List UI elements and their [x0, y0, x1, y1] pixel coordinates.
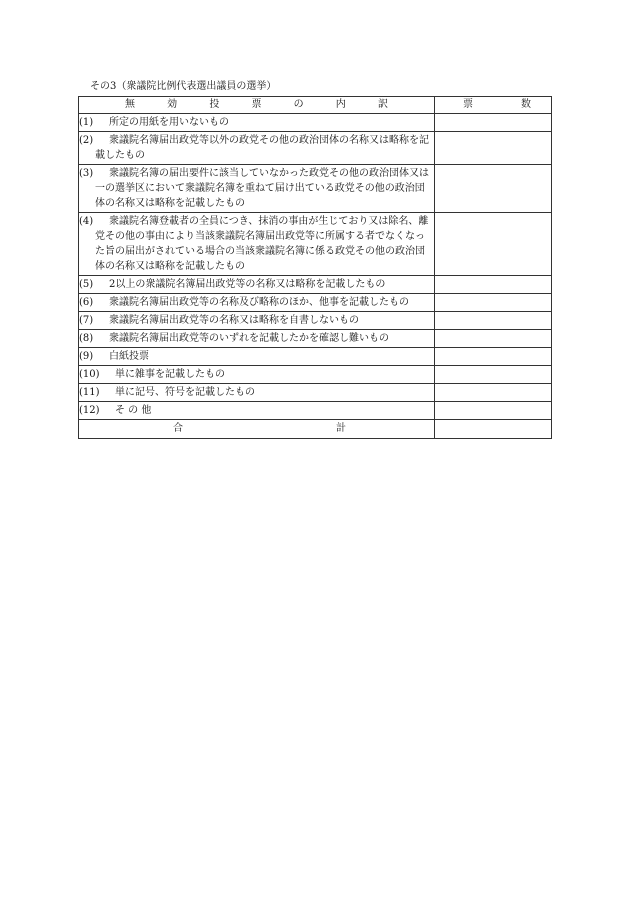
row-description	[79, 384, 435, 402]
row-text: 2以上の衆議院名簿届出政党等の名称又は略称を記載したもの	[109, 279, 386, 290]
row-text: 衆議院名簿届出政党等以外の政党その他の政治団体の名称又は略称を記載したもの	[95, 135, 429, 161]
row-number: (2)	[79, 135, 94, 146]
row-text: 衆議院名簿届出政党等の名称又は略称を自書しないもの	[109, 315, 359, 326]
table-row	[79, 384, 552, 402]
row-description	[79, 213, 435, 276]
votes-cell[interactable]	[435, 312, 552, 330]
votes-cell[interactable]	[435, 114, 552, 132]
header-char: 数	[521, 99, 531, 110]
header-char: 効	[167, 99, 178, 110]
header-char: 訳	[377, 99, 388, 110]
table-row	[79, 366, 552, 384]
votes-cell[interactable]	[435, 348, 552, 366]
row-text: そ の 他	[115, 405, 152, 416]
header-row	[79, 97, 552, 114]
header-char: 内	[335, 99, 346, 110]
row-number: (9)	[79, 351, 94, 362]
row-number: (6)	[79, 297, 94, 308]
row-text: 所定の用紙を用いないもの	[109, 117, 229, 128]
row-number: (10)	[79, 369, 100, 380]
votes-cell[interactable]	[435, 366, 552, 384]
votes-cell[interactable]	[435, 213, 552, 276]
header-char: 票	[251, 99, 262, 110]
row-text: 衆議院名簿届出政党等のいずれを記載したかを確認し難いもの	[109, 333, 389, 344]
votes-cell[interactable]	[435, 294, 552, 312]
row-text: 衆議院名簿届出政党等の名称及び略称のほか、他事を記載したもの	[109, 297, 409, 308]
table-caption: その3（衆議院比例代表選出議員の選挙）	[90, 81, 277, 92]
row-description	[79, 276, 435, 294]
row-text: 衆議院名簿登載者の全員につき、抹消の事由が生じており又は除名、離党その他の事由により当該衆議院名簿届出政党等に所属する者でなくなった旨の届出がされている場合の当該衆議院名簿に係る政党その他の政治団体の名称又は略称を記載したもの	[95, 216, 429, 272]
votes-cell[interactable]	[435, 402, 552, 420]
row-number: (11)	[79, 387, 100, 398]
row-text: 単に雑事を記載したもの	[115, 369, 225, 380]
row-description	[79, 132, 435, 165]
votes-cell[interactable]	[435, 276, 552, 294]
table-row	[79, 294, 552, 312]
table-row	[79, 330, 552, 348]
row-number: (1)	[79, 117, 94, 128]
total-label-cell	[79, 420, 435, 439]
row-number: (12)	[79, 405, 100, 416]
total-row	[79, 420, 552, 439]
header-char: 無	[125, 99, 135, 110]
table-row	[79, 114, 552, 132]
row-description	[79, 366, 435, 384]
votes-header	[435, 97, 552, 114]
votes-cell[interactable]	[435, 165, 552, 213]
table-row	[79, 132, 552, 165]
table-row	[79, 165, 552, 213]
row-number: (8)	[79, 333, 94, 344]
row-description	[79, 348, 435, 366]
row-text: 白紙投票	[109, 351, 149, 362]
votes-cell[interactable]	[435, 132, 552, 165]
row-text: 衆議院名簿の届出要件に該当していなかった政党その他の政治団体又は一の選挙区において衆議院名簿を重ねて届け出ている政党その他の政治団体の名称又は略称を記載したもの	[95, 168, 429, 209]
total-char: 計	[336, 423, 346, 434]
row-number: (7)	[79, 315, 94, 326]
row-description	[79, 165, 435, 213]
row-number: (3)	[79, 168, 94, 179]
votes-cell[interactable]	[435, 384, 552, 402]
row-number: (5)	[79, 279, 94, 290]
row-description	[79, 312, 435, 330]
table-row	[79, 402, 552, 420]
table-row	[79, 312, 552, 330]
breakdown-header	[79, 97, 435, 114]
header-char: の	[293, 99, 304, 110]
total-votes-cell[interactable]	[435, 420, 552, 439]
total-char: 合	[173, 423, 183, 434]
row-description	[79, 294, 435, 312]
row-number: (4)	[79, 216, 94, 227]
row-text: 単に記号、符号を記載したもの	[115, 387, 255, 398]
invalid-votes-table	[78, 96, 552, 439]
header-char: 票	[463, 99, 473, 110]
table-row	[79, 213, 552, 276]
votes-cell[interactable]	[435, 330, 552, 348]
row-description	[79, 402, 435, 420]
row-description	[79, 330, 435, 348]
header-char: 投	[209, 99, 220, 110]
table-row	[79, 276, 552, 294]
row-description	[79, 114, 435, 132]
table-row	[79, 348, 552, 366]
